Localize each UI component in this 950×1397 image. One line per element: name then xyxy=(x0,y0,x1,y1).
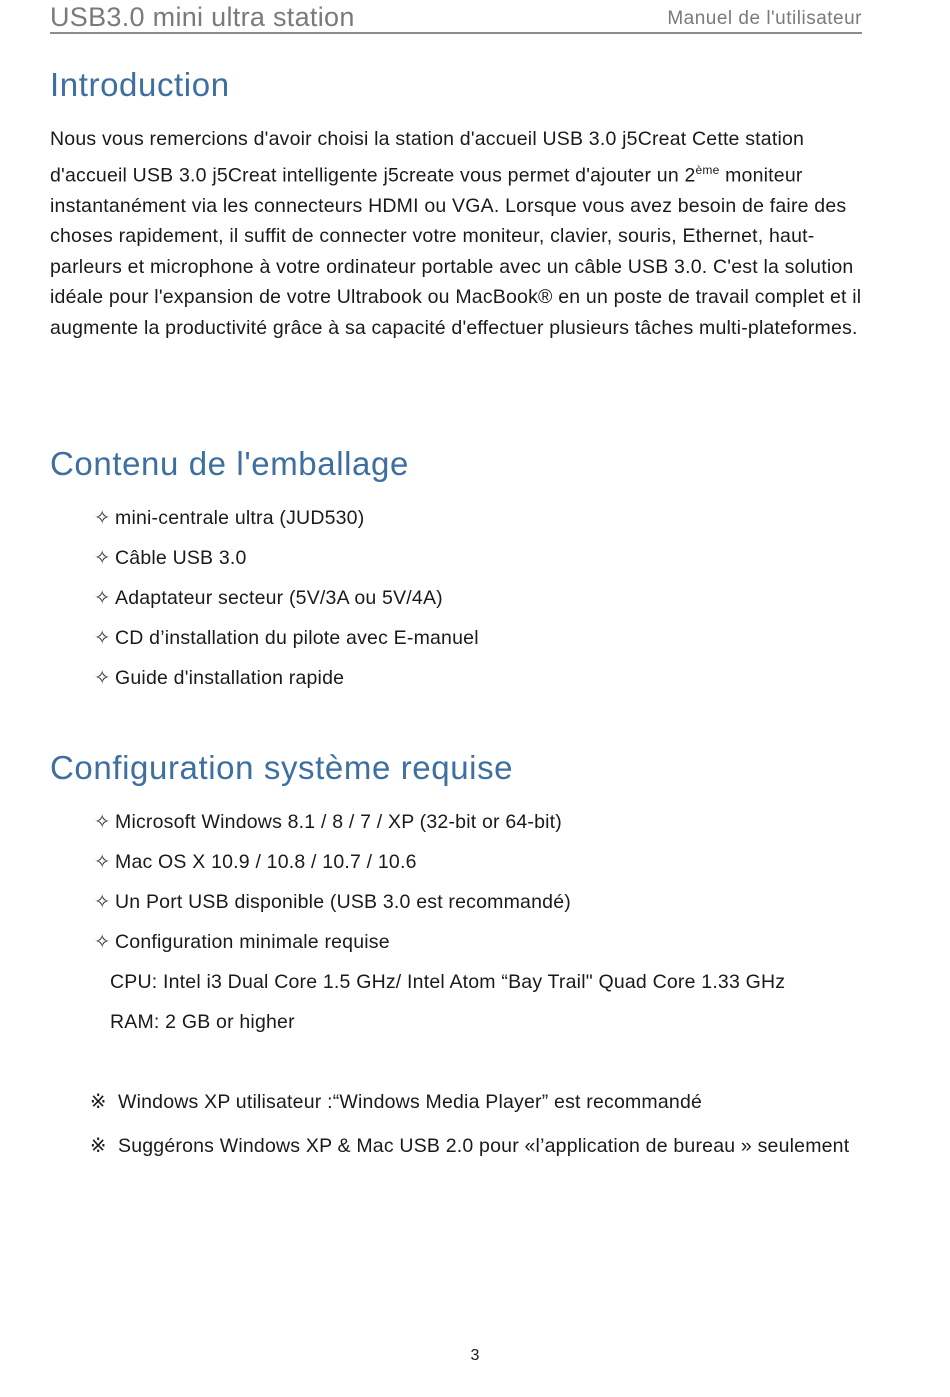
intro-text-end: moniteur instantanément via les connecteurs HDMI ou VGA. Lorsque vous avez besoin de faire des choses rapidement, il suffit de connecter votre moniteur, clavier, souris, Ethernet, haut-parleurs et microphone à votre ordinateur portable avec un câble USB 3.0. C'est la solution idéale pour l'expansion de votre Ultrabook ou MacBook® en un poste de travail complet et il augmente la productivité grâce à sa capacité d'effectuer plusieurs tâches multi-plateformes. xyxy=(50,164,862,340)
document-subtitle: Manuel de l'utilisateur xyxy=(667,8,862,29)
introduction-body xyxy=(50,124,862,344)
requirements-list xyxy=(94,802,571,962)
introduction-paragraph xyxy=(50,124,862,344)
package-list xyxy=(94,498,479,698)
list-item xyxy=(94,922,571,962)
introduction-heading: Introduction xyxy=(50,66,230,103)
star-bullet-icon: ✧ xyxy=(94,547,111,569)
intro-text-start: Nous vous remercions d'avoir choisi la station d'accueil USB 3.0 j5Creat Cette station d'accueil USB 3.0 j5Creat intelligente j5create vous permet d'ajouter un 2 xyxy=(50,128,805,187)
minimum-config-details xyxy=(110,962,855,1042)
requirement-item-label: Configuration minimale requise xyxy=(115,931,390,953)
package-item-label: Adaptateur secteur (5V/3A ou 5V/4A) xyxy=(115,587,443,609)
page-header xyxy=(50,0,862,34)
list-item xyxy=(94,882,571,922)
list-item xyxy=(94,802,571,842)
package-item-label: Câble USB 3.0 xyxy=(115,547,247,569)
requirements-heading: Configuration système requise xyxy=(50,749,514,786)
requirement-item-label: Mac OS X 10.9 / 10.8 / 10.7 / 10.6 xyxy=(115,851,417,873)
notes xyxy=(90,1080,870,1168)
intro-superscript: ème xyxy=(695,162,720,177)
list-item xyxy=(94,498,479,538)
star-bullet-icon: ✧ xyxy=(94,667,111,689)
package-heading: Contenu de l'emballage xyxy=(50,445,409,482)
star-bullet-icon: ✧ xyxy=(94,507,111,529)
list-item xyxy=(94,538,479,578)
star-bullet-icon: ✧ xyxy=(94,891,111,913)
note-text: Windows XP utilisateur :“Windows Media Player” est recommandé xyxy=(118,1091,703,1113)
page-number: 3 xyxy=(470,1347,480,1364)
package-item-label: Guide d'installation rapide xyxy=(115,667,345,689)
note-windows-media-player xyxy=(90,1080,870,1124)
note-usb2-desktop-app xyxy=(90,1124,870,1168)
package-item-label: mini-centrale ultra (JUD530) xyxy=(115,507,365,529)
list-item xyxy=(94,578,479,618)
ram-requirement: RAM: 2 GB or higher xyxy=(110,1011,295,1033)
star-bullet-icon: ✧ xyxy=(94,851,111,873)
note-text: Suggérons Windows XP & Mac USB 2.0 pour «l’application de bureau » seulement xyxy=(118,1135,850,1157)
package-item-label: CD d’installation du pilote avec E-manuel xyxy=(115,627,479,649)
reference-mark-icon: ※ xyxy=(90,1091,107,1113)
star-bullet-icon: ✧ xyxy=(94,587,111,609)
star-bullet-icon: ✧ xyxy=(94,931,111,953)
document-title: USB3.0 mini ultra station xyxy=(50,2,355,32)
reference-mark-icon: ※ xyxy=(90,1135,107,1157)
list-item xyxy=(94,618,479,658)
requirement-item-label: Un Port USB disponible (USB 3.0 est recommandé) xyxy=(115,891,571,913)
requirement-item-label: Microsoft Windows 8.1 / 8 / 7 / XP (32-bit or 64-bit) xyxy=(115,811,562,833)
list-item xyxy=(94,842,571,882)
star-bullet-icon: ✧ xyxy=(94,811,111,833)
cpu-requirement: CPU: Intel i3 Dual Core 1.5 GHz/ Intel Atom “Bay Trail" Quad Core 1.33 GHz xyxy=(110,971,786,993)
star-bullet-icon: ✧ xyxy=(94,627,111,649)
list-item xyxy=(94,658,479,698)
